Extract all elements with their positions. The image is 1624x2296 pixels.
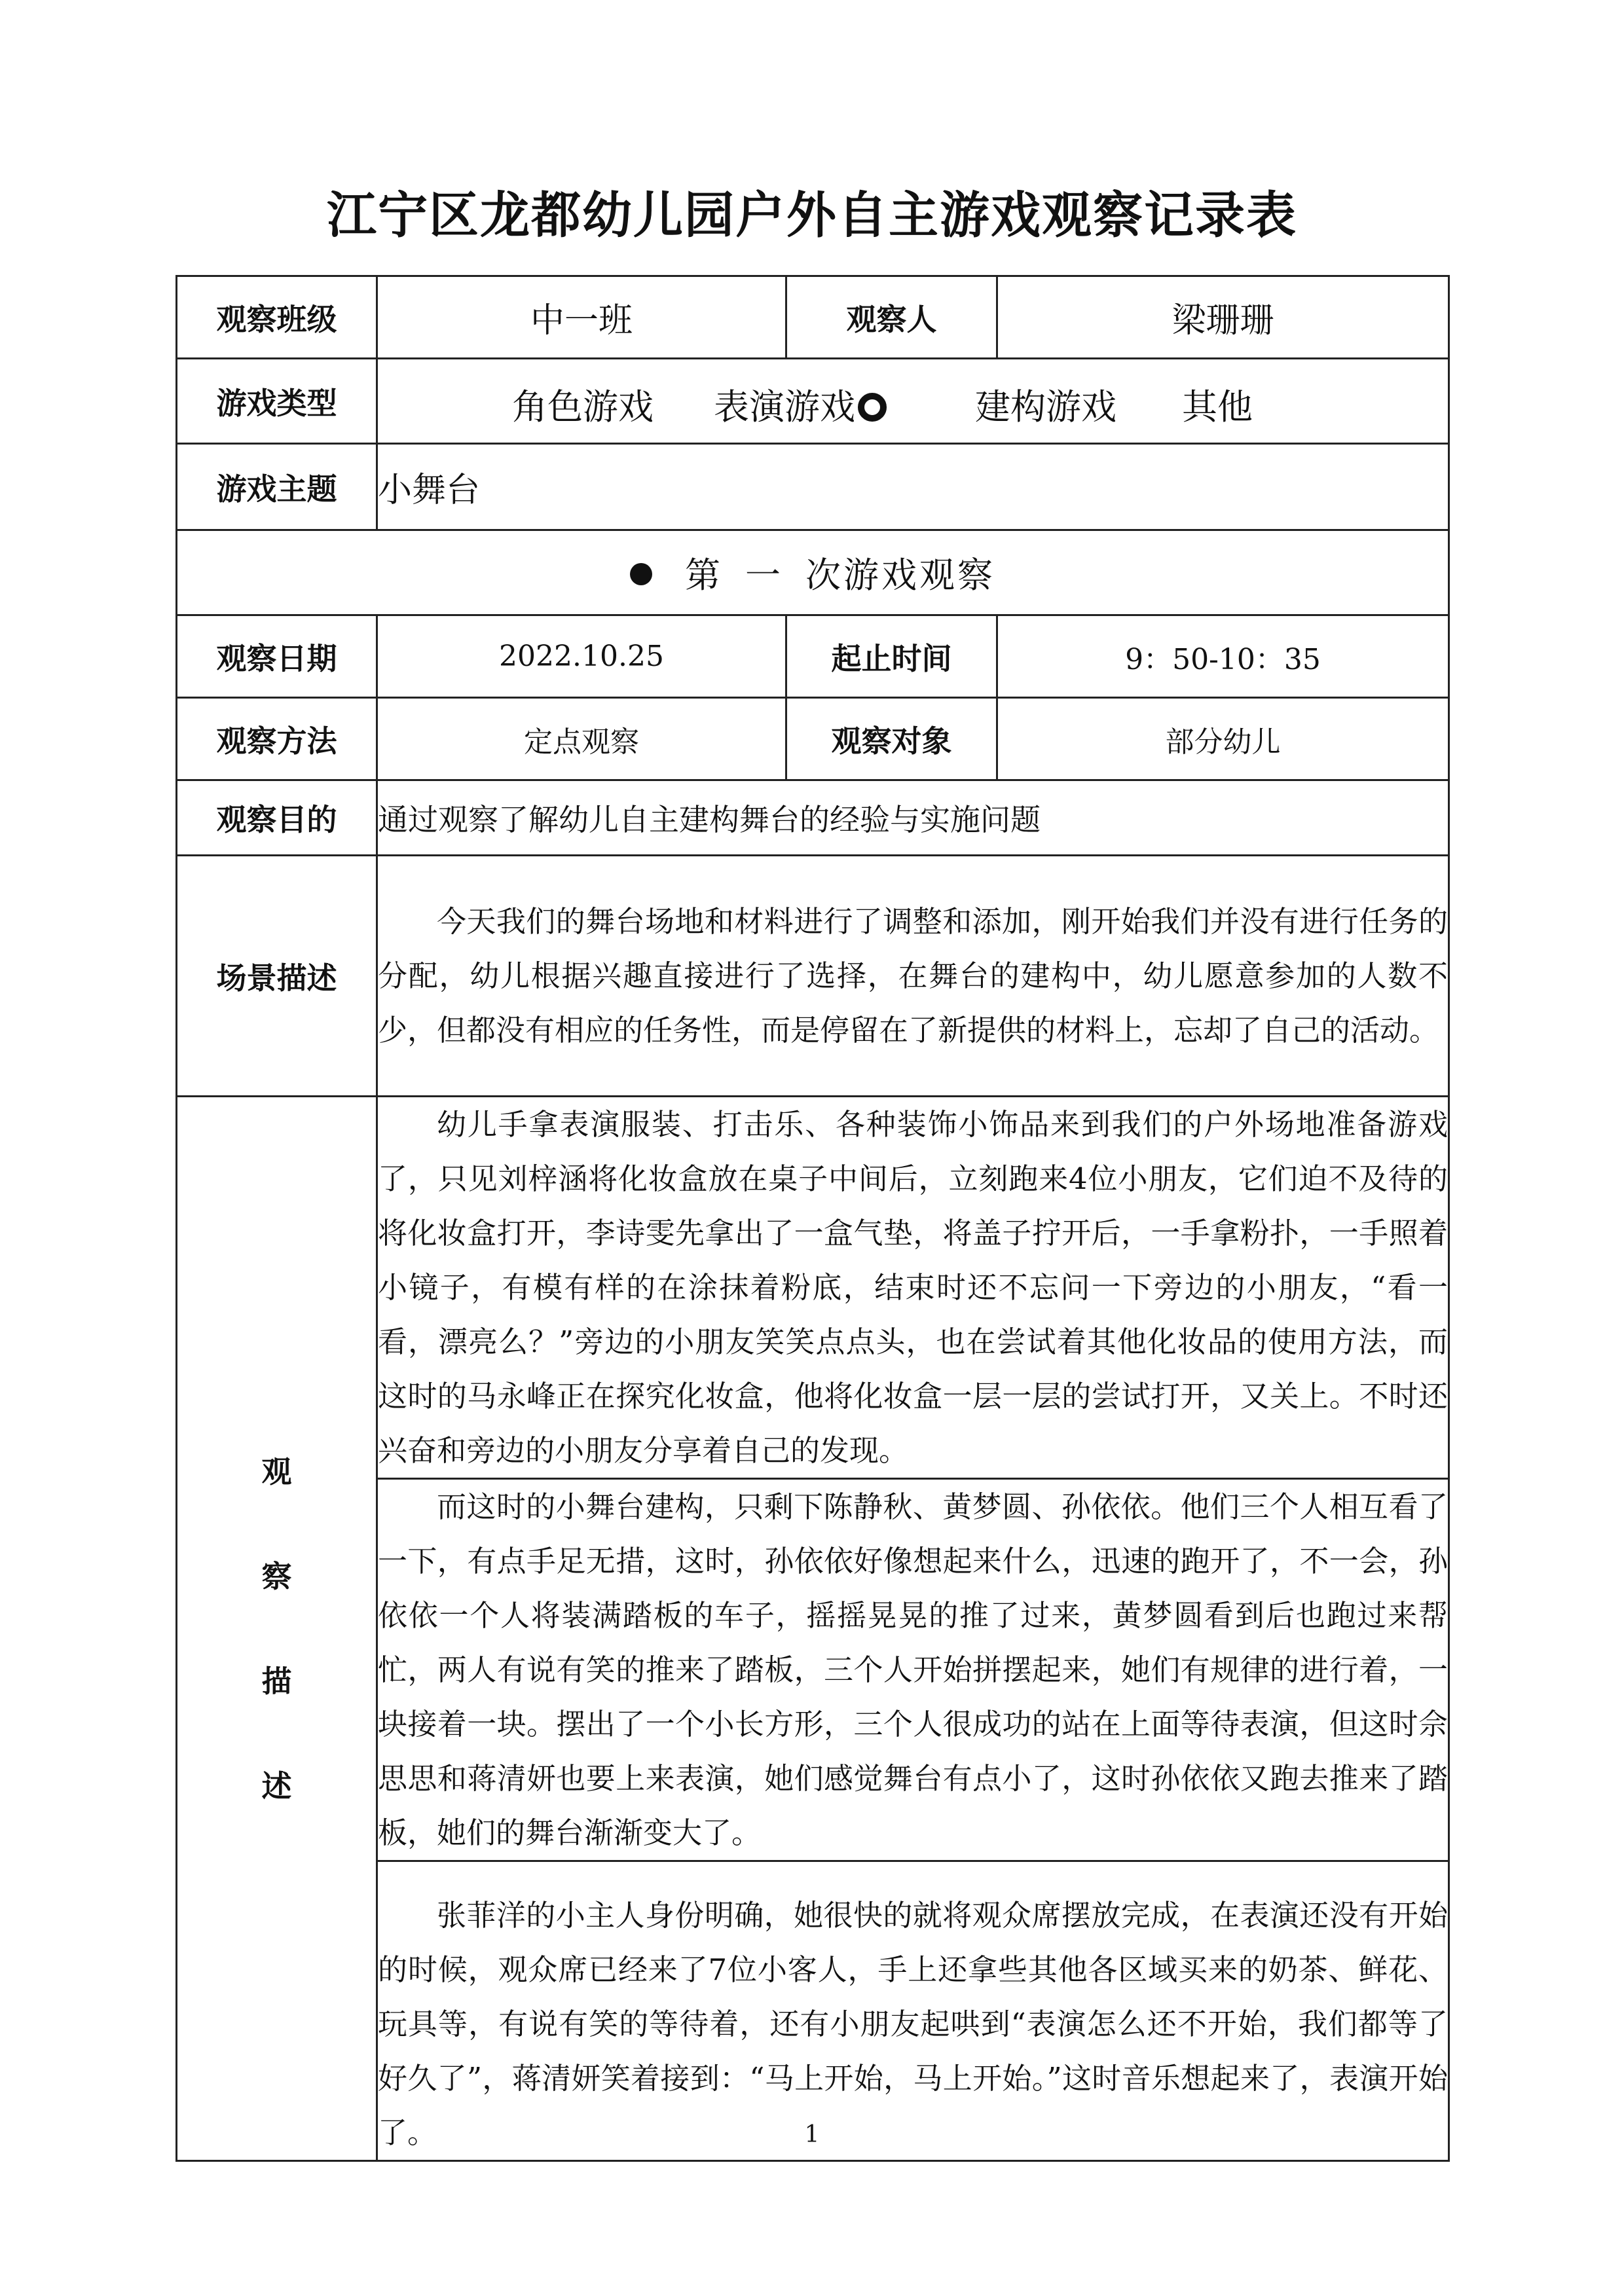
- game-type-label: 游戏类型: [177, 359, 377, 444]
- purpose-value: 通过观察了解幼儿自主建构舞台的经验与实施问题: [377, 780, 1449, 856]
- observation-label: [177, 1097, 377, 2161]
- observation-label-char-2: 察: [261, 1558, 292, 1594]
- session-heading: [177, 530, 1449, 615]
- scene-label: 场景描述: [177, 856, 377, 1097]
- date-value: 2022.10.25: [377, 615, 786, 698]
- observation-record-table: [175, 275, 1450, 2162]
- session-word-1: 第: [685, 555, 723, 596]
- game-theme-label: 游戏主题: [177, 444, 377, 530]
- scene-description: 今天我们的舞台场地和材料进行了调整和添加，刚开始我们并没有进行任务的分配，幼儿根据兴趣直接进行了选择，在舞台的建构中，幼儿愿意参加的人数不少，但都没有相应的任务性，而是停留在了新提供的材料上，忘却了自己的活动。: [377, 856, 1449, 1097]
- type-option-performance-label: 表演游戏: [714, 386, 855, 428]
- row-class-observer: [177, 276, 1449, 359]
- row-game-theme: [177, 444, 1449, 530]
- row-game-type: [177, 359, 1449, 444]
- observer-value: 梁珊珊: [997, 276, 1449, 359]
- method-value: 定点观察: [377, 698, 786, 780]
- row-scene: [177, 856, 1449, 1097]
- session-word-2: 一: [745, 555, 783, 596]
- row-purpose: [177, 780, 1449, 856]
- game-theme-value: 小舞台: [377, 444, 1449, 530]
- type-option-construction: 建构游戏: [975, 386, 1116, 428]
- row-session-heading: [177, 530, 1449, 615]
- observation-paragraph-1: 幼儿手拿表演服装、打击乐、各种装饰小饰品来到我们的户外场地准备游戏了，只见刘梓涵将化妆盒放在桌子中间后，立刻跑来4位小朋友，它们迫不及待的将化妆盒打开，李诗雯先拿出了一盒气垫，将盖子拧开后，一手拿粉扑，一手照着小镜子，有模有样的在涂抹着粉底，结束时还不忘问一下旁边的小朋友，“看一看，漂亮么？”旁边的小朋友笑笑点点头，也在尝试着其他化妆品的使用方法，而这时的马永峰正在探究化妆盒，他将化妆盒一层一层的尝试打开，又关上。不时还兴奋和旁边的小朋友分享着自己的发现。: [377, 1097, 1449, 1479]
- type-option-performance: [714, 379, 887, 429]
- observation-paragraph-3: 张菲洋的小主人身份明确，她很快的就将观众席摆放完成，在表演还没有开始的时候，观众席已经来了7位小客人，手上还拿些其他各区域买来的奶茶、鲜花、玩具等，有说有笑的等待着，还有小朋友起哄到“表演怎么还不开始，我们都等了好久了”，蒋清妍笑着接到：“马上开始，马上开始。”这时音乐想起来了，表演开始了。: [377, 1861, 1449, 2161]
- observation-label-char-3: 描: [261, 1663, 292, 1699]
- observer-label: 观察人: [786, 276, 997, 359]
- class-value: 中一班: [377, 276, 786, 359]
- row-observation-1: [177, 1097, 1449, 1479]
- method-label: 观察方法: [177, 698, 377, 780]
- row-date-time: [177, 615, 1449, 698]
- purpose-label: 观察目的: [177, 780, 377, 856]
- observation-label-char-1: 观: [261, 1453, 292, 1489]
- game-type-options: [377, 359, 1449, 444]
- page-number: 1: [804, 2121, 820, 2148]
- subject-label: 观察对象: [786, 698, 997, 780]
- document-title: 江宁区龙都幼儿园户外自主游戏观察记录表: [327, 186, 1297, 244]
- type-option-role: 角色游戏: [512, 386, 654, 428]
- row-method-subject: [177, 698, 1449, 780]
- time-value: 9：50-10：35: [997, 615, 1449, 698]
- session-word-3: 次游戏观察: [805, 555, 995, 596]
- class-label: 观察班级: [177, 276, 377, 359]
- selected-circle-icon: [858, 393, 887, 422]
- time-label: 起止时间: [786, 615, 997, 698]
- bullet-dot-icon: [630, 563, 652, 585]
- observation-label-char-4: 述: [261, 1768, 292, 1804]
- type-option-other: 其他: [1182, 386, 1253, 428]
- subject-value: 部分幼儿: [997, 698, 1449, 780]
- observation-paragraph-2: 而这时的小舞台建构，只剩下陈静秋、黄梦圆、孙依依。他们三个人相互看了一下，有点手足无措，这时，孙依依好像想起来什么，迅速的跑开了，不一会，孙依依一个人将装满踏板的车子，摇摇晃晃的推了过来，黄梦圆看到后也跑过来帮忙，两人有说有笑的推来了踏板，三个人开始拼摆起来，她们有规律的进行着，一块接着一块。摆出了一个小长方形，三个人很成功的站在上面等待表演，但这时佘思思和蒋清妍也要上来表演，她们感觉舞台有点小了，这时孙依依又跑去推来了踏板，她们的舞台渐渐变大了。: [377, 1479, 1449, 1861]
- date-label: 观察日期: [177, 615, 377, 698]
